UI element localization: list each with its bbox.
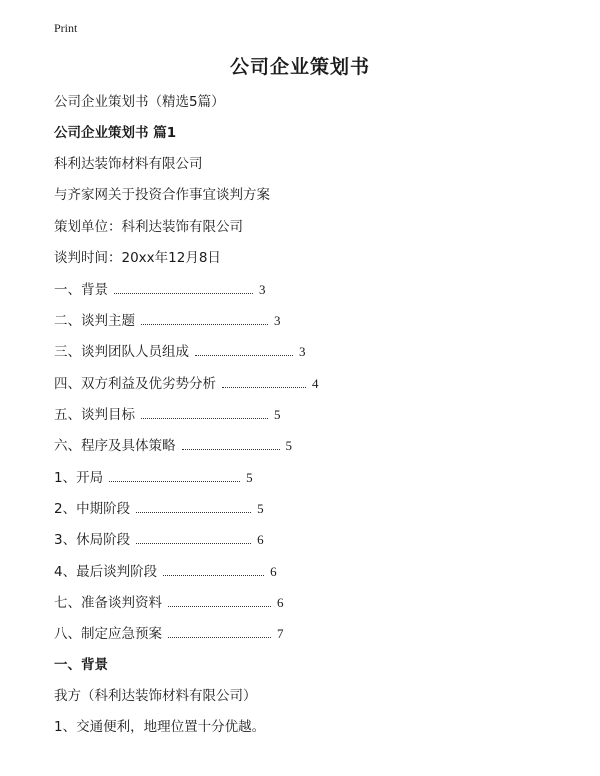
toc-leader: [141, 323, 268, 325]
toc-entry: [54, 625, 284, 643]
toc-label: 1、开局: [54, 470, 104, 486]
toc-entry: [54, 594, 284, 612]
print-link[interactable]: Print: [54, 21, 78, 35]
toc-page: 3: [299, 344, 306, 359]
toc-entry: [54, 406, 281, 424]
toc-entry: [54, 500, 264, 518]
plan-title: 与齐家网关于投资合作事宜谈判方案: [54, 187, 270, 203]
toc-label: 二、谈判主题: [54, 313, 135, 329]
document-subtitle: 公司企业策划书（精选5篇）: [54, 94, 225, 110]
toc-label: 一、背景: [54, 282, 108, 298]
toc-entry: [54, 343, 306, 361]
toc-page: 5: [285, 438, 292, 453]
toc-page: 6: [270, 564, 277, 579]
toc-entry: [54, 312, 281, 330]
toc-leader: [168, 636, 271, 638]
date-line: 谈判时间：20xx年12月8日: [54, 250, 221, 266]
toc-page: 3: [259, 282, 266, 297]
toc-label: 八、制定应急预案: [54, 626, 162, 642]
toc-page: 7: [277, 626, 284, 641]
toc-page: 4: [312, 376, 319, 391]
toc-leader: [136, 511, 251, 513]
toc-leader: [141, 417, 268, 419]
toc-page: 5: [274, 407, 281, 422]
toc-page: 5: [246, 470, 253, 485]
toc-leader: [114, 292, 253, 294]
toc-label: 4、最后谈判阶段: [54, 564, 158, 580]
toc-label: 七、准备谈判资料: [54, 595, 162, 611]
toc-page: 6: [277, 595, 284, 610]
toc-entry: [54, 469, 253, 487]
toc-leader: [222, 386, 306, 388]
toc-leader: [109, 480, 240, 482]
planner-line: 策划单位：科利达装饰有限公司: [54, 219, 243, 235]
toc-leader: [163, 574, 264, 576]
toc-label: 2、中期阶段: [54, 501, 131, 517]
toc-entry: [54, 437, 292, 455]
toc-leader: [182, 448, 280, 450]
toc-leader: [136, 542, 251, 544]
toc-label: 四、双方利益及优劣势分析: [54, 376, 216, 392]
toc-label: 三、谈判团队人员组成: [54, 344, 189, 360]
toc-entry: [54, 531, 264, 549]
toc-label: 六、程序及具体策略: [54, 438, 176, 454]
toc-entry: [54, 281, 266, 299]
toc-label: 3、休局阶段: [54, 532, 131, 548]
toc-page: 6: [257, 532, 264, 547]
toc-entry: [54, 563, 277, 581]
toc-leader: [195, 354, 293, 356]
toc-page: 5: [257, 501, 264, 516]
party-line: 我方（科利达装饰材料有限公司）: [54, 688, 257, 704]
toc-label: 五、谈判目标: [54, 407, 135, 423]
toc-leader: [168, 605, 271, 607]
document-title: 公司企业策划书: [229, 56, 370, 78]
company-name: 科利达装饰材料有限公司: [54, 156, 203, 172]
point-one: 1、交通便利，地理位置十分优越。: [54, 719, 266, 735]
toc-entry: [54, 375, 319, 393]
background-heading: 一、背景: [54, 657, 108, 673]
section-heading: 公司企业策划书 篇1: [54, 125, 177, 141]
toc-page: 3: [274, 313, 281, 328]
